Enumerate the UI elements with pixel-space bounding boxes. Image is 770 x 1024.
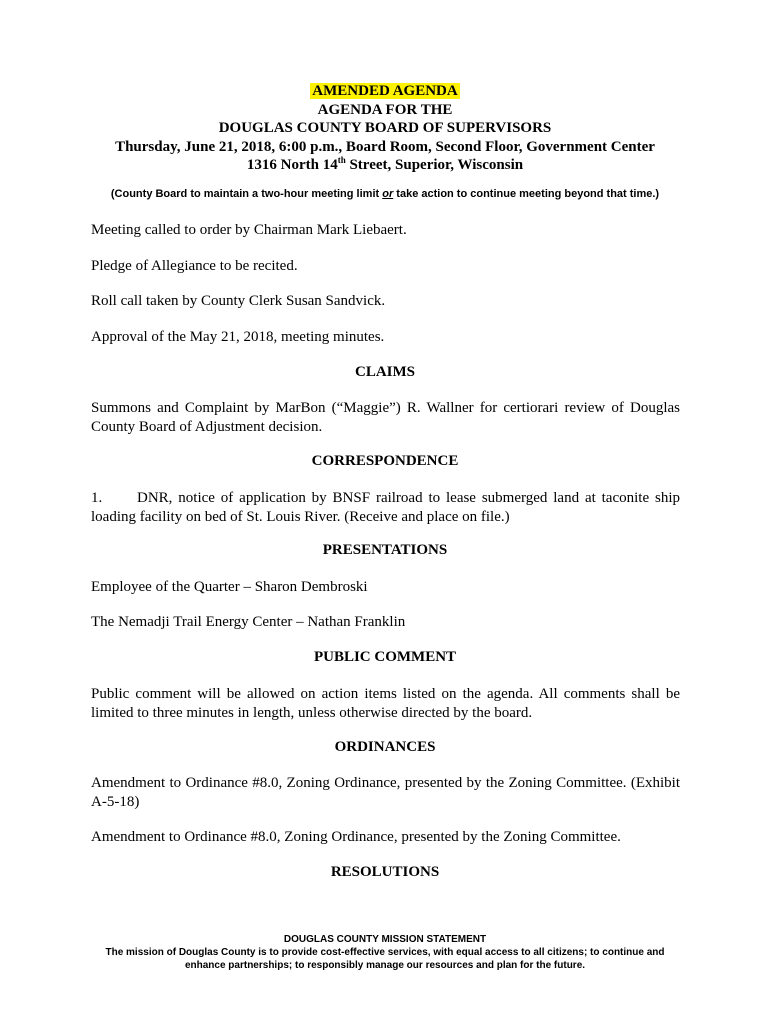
pledge-of-allegiance: Pledge of Allegiance to be recited.: [91, 258, 298, 274]
meeting-date-line: Thursday, June 21, 2018, 6:00 p.m., Board Room, Second Floor, Government Center: [115, 138, 655, 155]
public-comment-heading: PUBLIC COMMENT: [313, 649, 457, 665]
address-line: 1316 North 14th Street, Superior, Wisconsin: [246, 155, 524, 173]
approval-of-minutes: Approval of the May 21, 2018, meeting minutes.: [91, 329, 385, 345]
correspondence-heading: CORRESPONDENCE: [311, 453, 459, 469]
board-title: DOUGLAS COUNTY BOARD OF SUPERVISORS: [218, 120, 552, 136]
amended-agenda-title: AMENDED AGENDA: [312, 83, 458, 99]
presentation-item: The Nemadji Trail Energy Center – Nathan Franklin: [91, 614, 406, 630]
presentation-item: Employee of the Quarter – Sharon Dembroski: [91, 579, 368, 595]
ordinance-item: Amendment to Ordinance #8.0, Zoning Ordinance, presented by the Zoning Committee.: [91, 829, 621, 845]
public-comment-text: Public comment will be allowed on action items listed on the agenda. All comments shall be limited to three minutes in length, unless otherwise directed by the board.: [91, 686, 680, 721]
agenda-for-line: AGENDA FOR THE: [317, 101, 453, 118]
mission-title: DOUGLAS COUNTY MISSION STATEMENT: [283, 934, 487, 945]
mission-line-2: enhance partnerships; to responsibly manage our resources and plan for the future.: [184, 960, 586, 971]
call-to-order: Meeting called to order by Chairman Mark Liebaert.: [91, 222, 407, 238]
resolutions-heading: RESOLUTIONS: [330, 864, 440, 880]
claims-text: Summons and Complaint by MarBon (“Maggie”) R. Wallner for certiorari review of Douglas County Board of Adjustment decision.: [91, 400, 680, 435]
correspondence-item: 1. DNR, notice of application by BNSF railroad to lease submerged land at taconite ship loading facility on bed of St. Louis River. (Receive and place on file.): [91, 490, 680, 525]
ordinances-heading: ORDINANCES: [334, 739, 436, 755]
mission-line-1: The mission of Douglas County is to provide cost-effective services, with equal access to all citizens; to continue and: [105, 947, 665, 958]
presentations-heading: PRESENTATIONS: [322, 542, 448, 558]
meeting-limit-note: (County Board to maintain a two-hour meeting limit or take action to continue meeting beyond that time.): [110, 188, 660, 200]
agenda-header: [0, 82, 770, 175]
claims-heading: CLAIMS: [354, 364, 415, 380]
mission-statement: [0, 933, 770, 972]
ordinance-item: Amendment to Ordinance #8.0, Zoning Ordinance, presented by the Zoning Committee. (Exhibit A-5-18): [91, 775, 680, 810]
correspondence-number: 1.: [91, 490, 103, 506]
roll-call: Roll call taken by County Clerk Susan Sandvick.: [91, 293, 386, 309]
